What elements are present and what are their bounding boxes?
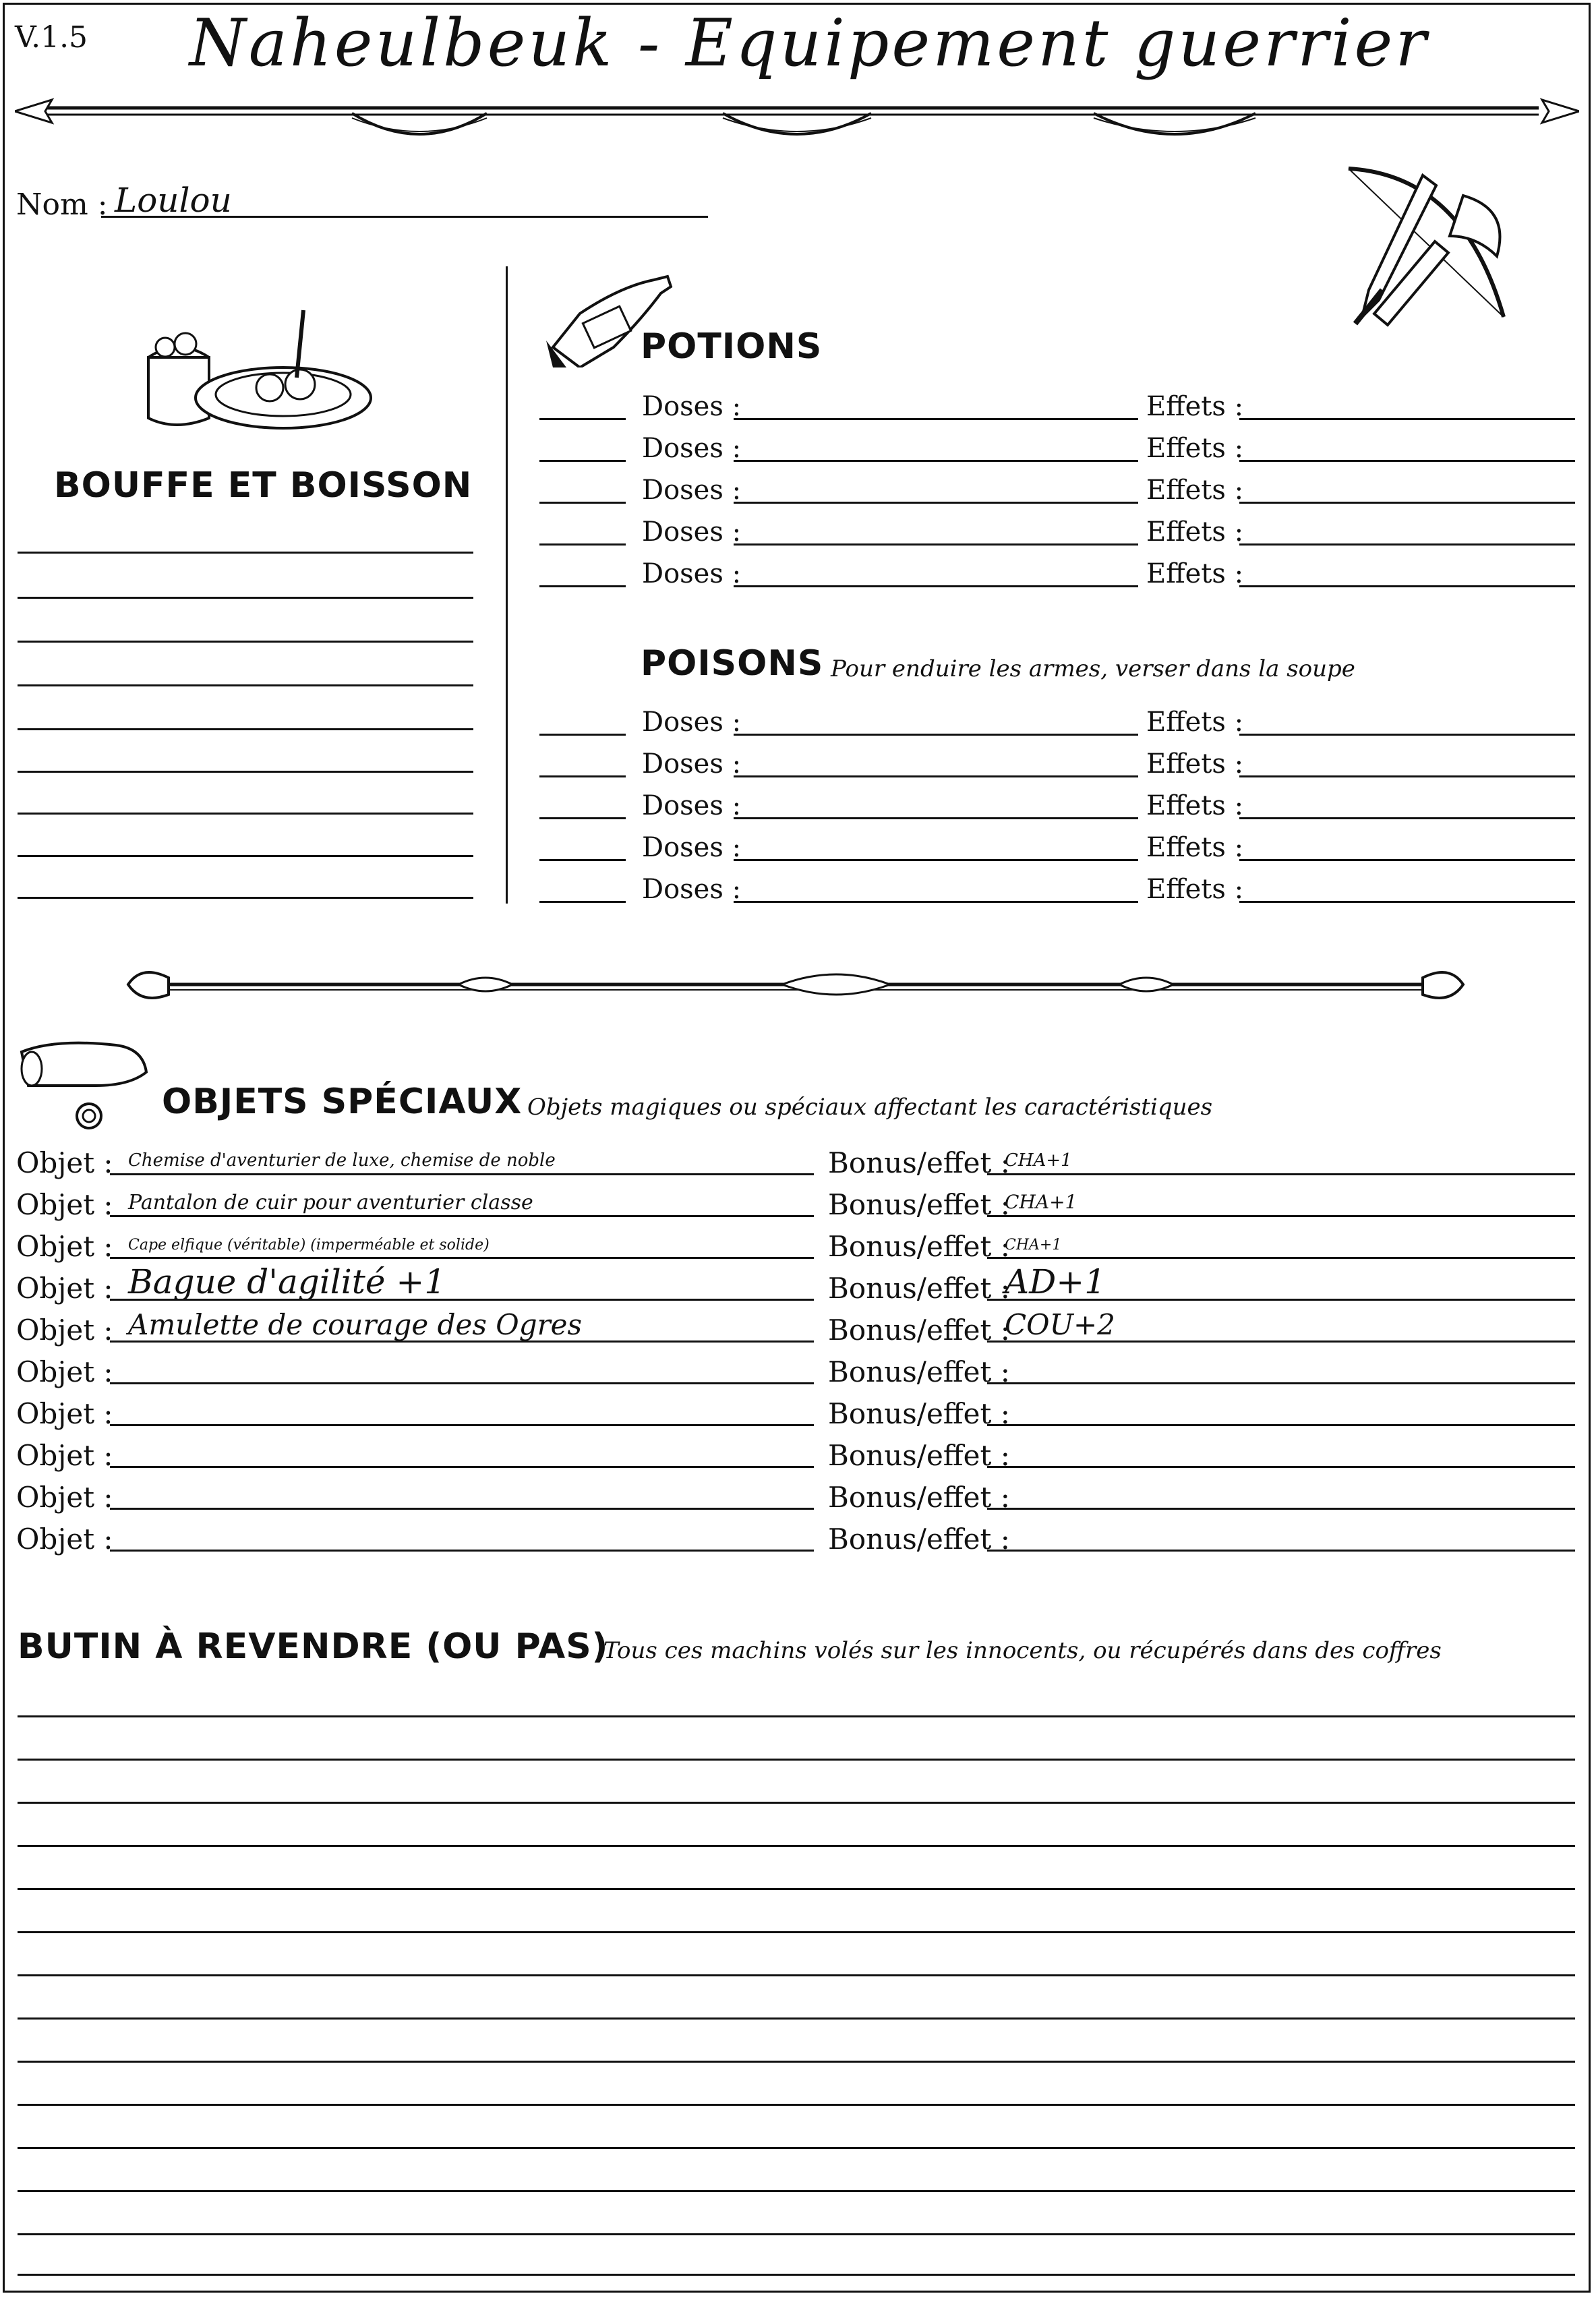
bonus-line[interactable] bbox=[987, 1424, 1575, 1426]
potion-doses-line[interactable] bbox=[734, 502, 1138, 504]
bouffe-heading: BOUFFE ET BOISSON bbox=[54, 465, 473, 506]
objet-value[interactable]: Pantalon de cuir pour aventurier classe bbox=[128, 1191, 533, 1214]
poison-effets-line[interactable] bbox=[1239, 817, 1575, 819]
poison-qty-line[interactable] bbox=[539, 817, 626, 819]
page-title: Naheulbeuk - Equipement guerrier bbox=[189, 5, 1429, 81]
poison-doses-line[interactable] bbox=[734, 817, 1138, 819]
objet-line[interactable] bbox=[110, 1508, 814, 1510]
potion-qty-line[interactable] bbox=[539, 543, 626, 546]
poison-effets-label: Effets : bbox=[1146, 748, 1244, 779]
butin-line[interactable] bbox=[18, 1802, 1575, 1804]
poison-doses-line[interactable] bbox=[734, 901, 1138, 903]
objet-line[interactable] bbox=[110, 1424, 814, 1426]
nom-underline bbox=[101, 216, 708, 218]
potion-qty-line[interactable] bbox=[539, 502, 626, 504]
poison-effets-label: Effets : bbox=[1146, 832, 1244, 863]
poison-doses-line[interactable] bbox=[734, 859, 1138, 861]
nom-label: Nom : bbox=[16, 187, 108, 222]
poison-effets-label: Effets : bbox=[1146, 790, 1244, 821]
poison-doses-label: Doses : bbox=[642, 790, 742, 821]
potion-qty-line[interactable] bbox=[539, 585, 626, 587]
bonus-label: Bonus/effet : bbox=[828, 1397, 1010, 1430]
poison-qty-line[interactable] bbox=[539, 734, 626, 736]
bouffe-line[interactable] bbox=[18, 597, 473, 599]
objet-label: Objet : bbox=[16, 1146, 113, 1179]
butin-line[interactable] bbox=[18, 1715, 1575, 1717]
poison-effets-line[interactable] bbox=[1239, 734, 1575, 736]
objet-label: Objet : bbox=[16, 1397, 113, 1430]
potion-effets-line[interactable] bbox=[1239, 543, 1575, 546]
butin-line[interactable] bbox=[18, 1974, 1575, 1976]
bonus-label: Bonus/effet : bbox=[828, 1314, 1010, 1347]
potion-doses-line[interactable] bbox=[734, 543, 1138, 546]
objet-line[interactable] bbox=[110, 1550, 814, 1552]
objet-label: Objet : bbox=[16, 1230, 113, 1263]
bonus-label: Bonus/effet : bbox=[828, 1439, 1010, 1472]
butin-line[interactable] bbox=[18, 1759, 1575, 1761]
butin-line[interactable] bbox=[18, 2233, 1575, 2235]
objet-value[interactable]: Chemise d'aventurier de luxe, chemise de noble bbox=[128, 1150, 556, 1171]
potion-effets-line[interactable] bbox=[1239, 418, 1575, 420]
objet-line[interactable] bbox=[110, 1340, 814, 1343]
bonus-line[interactable] bbox=[987, 1550, 1575, 1552]
bouffe-line[interactable] bbox=[18, 684, 473, 686]
poisons-heading: POISONS bbox=[641, 643, 824, 684]
potion-doses-label: Doses : bbox=[642, 475, 742, 506]
poison-effets-label: Effets : bbox=[1146, 874, 1244, 905]
objet-label: Objet : bbox=[16, 1355, 113, 1388]
spear-divider-icon bbox=[15, 88, 1579, 148]
objet-value[interactable]: Bague d'agilité +1 bbox=[128, 1262, 446, 1301]
objet-line[interactable] bbox=[110, 1299, 814, 1301]
potion-doses-line[interactable] bbox=[734, 460, 1138, 462]
butin-line[interactable] bbox=[18, 2061, 1575, 2063]
potion-effets-line[interactable] bbox=[1239, 585, 1575, 587]
poison-effets-line[interactable] bbox=[1239, 859, 1575, 861]
potion-doses-line[interactable] bbox=[734, 585, 1138, 587]
objet-line[interactable] bbox=[110, 1382, 814, 1384]
butin-heading: BUTIN À REVENDRE (OU PAS) bbox=[18, 1626, 609, 1667]
butin-note: Tous ces machins volés sur les innocents, ou récupérés dans des coffres bbox=[603, 1637, 1442, 1664]
bonus-label: Bonus/effet : bbox=[828, 1523, 1010, 1556]
nom-field[interactable]: Loulou bbox=[115, 181, 232, 220]
bouffe-line[interactable] bbox=[18, 552, 473, 554]
poison-effets-label: Effets : bbox=[1146, 707, 1244, 738]
bonus-value[interactable]: CHA+1 bbox=[1005, 1191, 1077, 1213]
bouffe-line[interactable] bbox=[18, 897, 473, 899]
scroll-ring-icon bbox=[15, 1032, 156, 1133]
objets-heading: OBJETS SPÉCIAUX bbox=[162, 1082, 523, 1122]
potion-effets-label: Effets : bbox=[1146, 517, 1244, 548]
column-separator bbox=[506, 266, 508, 904]
objets-note: Objets magiques ou spéciaux affectant les caractéristiques bbox=[527, 1094, 1213, 1121]
poison-effets-line[interactable] bbox=[1239, 901, 1575, 903]
bonus-line[interactable] bbox=[987, 1508, 1575, 1510]
bonus-line[interactable] bbox=[987, 1215, 1575, 1217]
bonus-label: Bonus/effet : bbox=[828, 1188, 1010, 1221]
staff-divider-icon bbox=[121, 958, 1470, 1011]
bonus-value[interactable]: COU+2 bbox=[1005, 1308, 1115, 1341]
potion-effets-label: Effets : bbox=[1146, 433, 1244, 464]
objet-label: Objet : bbox=[16, 1314, 113, 1347]
bonus-label: Bonus/effet : bbox=[828, 1146, 1010, 1179]
bouffe-line[interactable] bbox=[18, 855, 473, 857]
potion-doses-label: Doses : bbox=[642, 558, 742, 589]
poison-doses-label: Doses : bbox=[642, 832, 742, 863]
objet-line[interactable] bbox=[110, 1466, 814, 1468]
butin-line[interactable] bbox=[18, 1888, 1575, 1890]
butin-line[interactable] bbox=[18, 2017, 1575, 2020]
poison-qty-line[interactable] bbox=[539, 775, 626, 777]
poison-effets-line[interactable] bbox=[1239, 775, 1575, 777]
objet-line[interactable] bbox=[110, 1173, 814, 1175]
butin-line[interactable] bbox=[18, 2104, 1575, 2106]
potion-doses-label: Doses : bbox=[642, 391, 742, 422]
objet-label: Objet : bbox=[16, 1188, 113, 1221]
objet-label: Objet : bbox=[16, 1523, 113, 1556]
bouffe-line[interactable] bbox=[18, 771, 473, 773]
version-label: V.1.5 bbox=[15, 20, 88, 55]
bonus-label: Bonus/effet : bbox=[828, 1230, 1010, 1263]
butin-line[interactable] bbox=[18, 2147, 1575, 2149]
bouffe-line[interactable] bbox=[18, 641, 473, 643]
bonus-value[interactable]: CHA+1 bbox=[1005, 1237, 1062, 1254]
butin-line[interactable] bbox=[18, 2274, 1575, 2276]
poison-qty-line[interactable] bbox=[539, 901, 626, 903]
poison-doses-label: Doses : bbox=[642, 707, 742, 738]
bonus-line[interactable] bbox=[987, 1257, 1575, 1259]
food-icon bbox=[135, 297, 378, 438]
bonus-label: Bonus/effet : bbox=[828, 1355, 1010, 1388]
weapons-icon bbox=[1328, 155, 1524, 337]
butin-line[interactable] bbox=[18, 2190, 1575, 2192]
bonus-line[interactable] bbox=[987, 1466, 1575, 1468]
bonus-line[interactable] bbox=[987, 1382, 1575, 1384]
objet-label: Objet : bbox=[16, 1439, 113, 1472]
objet-value[interactable]: Cape elfique (véritable) (imperméable et solide) bbox=[128, 1237, 490, 1254]
potion-qty-line[interactable] bbox=[539, 418, 626, 420]
butin-line[interactable] bbox=[18, 1845, 1575, 1847]
objet-label: Objet : bbox=[16, 1481, 113, 1514]
objet-line[interactable] bbox=[110, 1257, 814, 1259]
bonus-line[interactable] bbox=[987, 1299, 1575, 1301]
bouffe-line[interactable] bbox=[18, 728, 473, 730]
bonus-label: Bonus/effet : bbox=[828, 1481, 1010, 1514]
bonus-line[interactable] bbox=[987, 1173, 1575, 1175]
bonus-label: Bonus/effet : bbox=[828, 1272, 1010, 1305]
poison-doses-label: Doses : bbox=[642, 748, 742, 779]
poison-doses-line[interactable] bbox=[734, 734, 1138, 736]
potion-qty-line[interactable] bbox=[539, 460, 626, 462]
potion-effets-label: Effets : bbox=[1146, 391, 1244, 422]
potion-effets-line[interactable] bbox=[1239, 460, 1575, 462]
potion-doses-label: Doses : bbox=[642, 517, 742, 548]
potion-doses-label: Doses : bbox=[642, 433, 742, 464]
butin-line[interactable] bbox=[18, 1931, 1575, 1933]
objet-value[interactable]: Amulette de courage des Ogres bbox=[128, 1308, 583, 1341]
poison-qty-line[interactable] bbox=[539, 859, 626, 861]
bonus-line[interactable] bbox=[987, 1340, 1575, 1343]
poisons-note: Pour enduire les armes, verser dans la soupe bbox=[831, 655, 1355, 682]
potion-doses-line[interactable] bbox=[734, 418, 1138, 420]
poison-doses-label: Doses : bbox=[642, 874, 742, 905]
potion-effets-label: Effets : bbox=[1146, 558, 1244, 589]
potion-effets-label: Effets : bbox=[1146, 475, 1244, 506]
bonus-value[interactable]: AD+1 bbox=[1005, 1262, 1106, 1301]
objet-line[interactable] bbox=[110, 1215, 814, 1217]
bouffe-line[interactable] bbox=[18, 813, 473, 815]
potions-heading: POTIONS bbox=[641, 326, 823, 367]
bonus-value[interactable]: CHA+1 bbox=[1005, 1150, 1072, 1171]
poison-doses-line[interactable] bbox=[734, 775, 1138, 777]
objet-label: Objet : bbox=[16, 1272, 113, 1305]
potion-effets-line[interactable] bbox=[1239, 502, 1575, 504]
